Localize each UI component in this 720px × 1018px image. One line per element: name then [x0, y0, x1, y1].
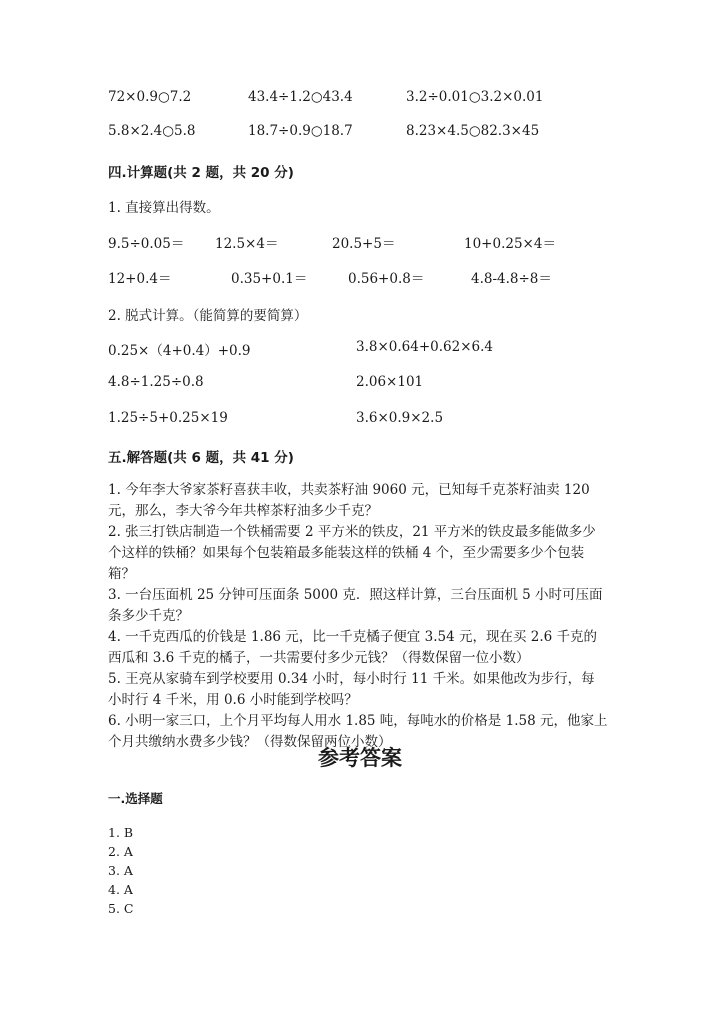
math-item: 10+0.25×4＝: [464, 236, 556, 252]
word-problem: 3. 一台压面机 25 分钟可压面条 5000 克．照这样计算，三台压面机 5 小时可压面条多少千克？: [108, 587, 603, 624]
calc-item: 0.25×（4+0.4）+0.9: [108, 343, 251, 359]
word-problem: 4. 一千克西瓜的价钱是 1.86 元，比一千克橘子便宜 3.54 元，现在买 2.6 千克的西瓜和 3.6 千克的橘子，一共需要付多少元钱？（得数保留一位小数）: [108, 629, 598, 666]
comparison-item: 43.4÷1.2○43.4: [248, 89, 353, 105]
math-item: 0.35+0.1＝: [231, 271, 308, 287]
mental-math-row-2: [108, 267, 628, 287]
answer-item: 1. B: [108, 825, 134, 840]
math-item: 20.5+5＝: [332, 236, 396, 252]
math-item: 4.8-4.8÷8＝: [471, 271, 552, 287]
q2-title: 2. 脱式计算。（能简算的要简算）: [108, 308, 308, 324]
answer-list: [108, 823, 133, 918]
step-calc-row-1: [108, 339, 628, 359]
answer-item: 3. A: [108, 863, 133, 878]
section-4-heading: 四.计算题(共 2 题，共 20 分): [108, 165, 294, 181]
calc-item: 3.8×0.64+0.62×6.4: [356, 339, 493, 355]
comparison-row-1: [108, 89, 628, 109]
calc-item: 1.25÷5+0.25×19: [108, 410, 228, 426]
q1-title: 1. 直接算出得数。: [108, 200, 220, 216]
word-problem: 2. 张三打铁店制造一个铁桶需要 2 平方米的铁皮，21 平方米的铁皮最多能做多少个这样的铁桶？如果每个包装箱最多能装这样的铁桶 4 个，至少需要多少个包装箱？: [108, 524, 596, 582]
step-calc-row-3: [108, 410, 628, 430]
answer-item: 5. C: [108, 901, 134, 916]
comparison-row-2: [108, 123, 628, 143]
comparison-item: 8.23×4.5○82.3×45: [406, 123, 540, 139]
mental-math-row-1: [108, 232, 628, 252]
word-problem: 6. 小明一家三口，上个月平均每人用水 1.85 吨，每吨水的价格是 1.58 元，他家上个月共缴纳水费多少钱？（得数保留两位小数）: [108, 713, 608, 750]
math-item: 12+0.4＝: [108, 271, 172, 287]
word-problem: 5. 王亮从家骑车到学校要用 0.34 小时，每小时行 11 千米。如果他改为步行，每小时行 4 千米，用 0.6 小时能到学校吗？: [108, 671, 595, 708]
comparison-item: 72×0.9○7.2: [108, 89, 192, 105]
step-calc-row-2: [108, 374, 628, 394]
answer-key-title: 参考答案: [318, 746, 402, 770]
answers-section-1-heading: 一.选择题: [108, 791, 163, 806]
answer-item: 4. A: [108, 882, 133, 897]
math-item: 12.5×4＝: [215, 236, 279, 252]
math-item: 9.5÷0.05＝: [108, 236, 185, 252]
calc-item: 4.8÷1.25÷0.8: [108, 374, 204, 390]
word-problem: 1. 今年李大爷家茶籽喜获丰收，共卖茶籽油 9060 元，已知每千克茶籽油卖 120 元，那么，李大爷今年共榨茶籽油多少千克？: [108, 482, 590, 519]
calc-item: 3.6×0.9×2.5: [356, 410, 444, 426]
comparison-item: 5.8×2.4○5.8: [108, 123, 196, 139]
answer-item: 2. A: [108, 844, 133, 859]
section-5-heading: 五.解答题(共 6 题，共 41 分): [108, 450, 294, 466]
comparison-item: 3.2÷0.01○3.2×0.01: [406, 89, 544, 105]
math-item: 0.56+0.8＝: [348, 271, 425, 287]
calc-item: 2.06×101: [356, 374, 424, 390]
word-problems: [108, 480, 608, 753]
comparison-item: 18.7÷0.9○18.7: [248, 123, 353, 139]
